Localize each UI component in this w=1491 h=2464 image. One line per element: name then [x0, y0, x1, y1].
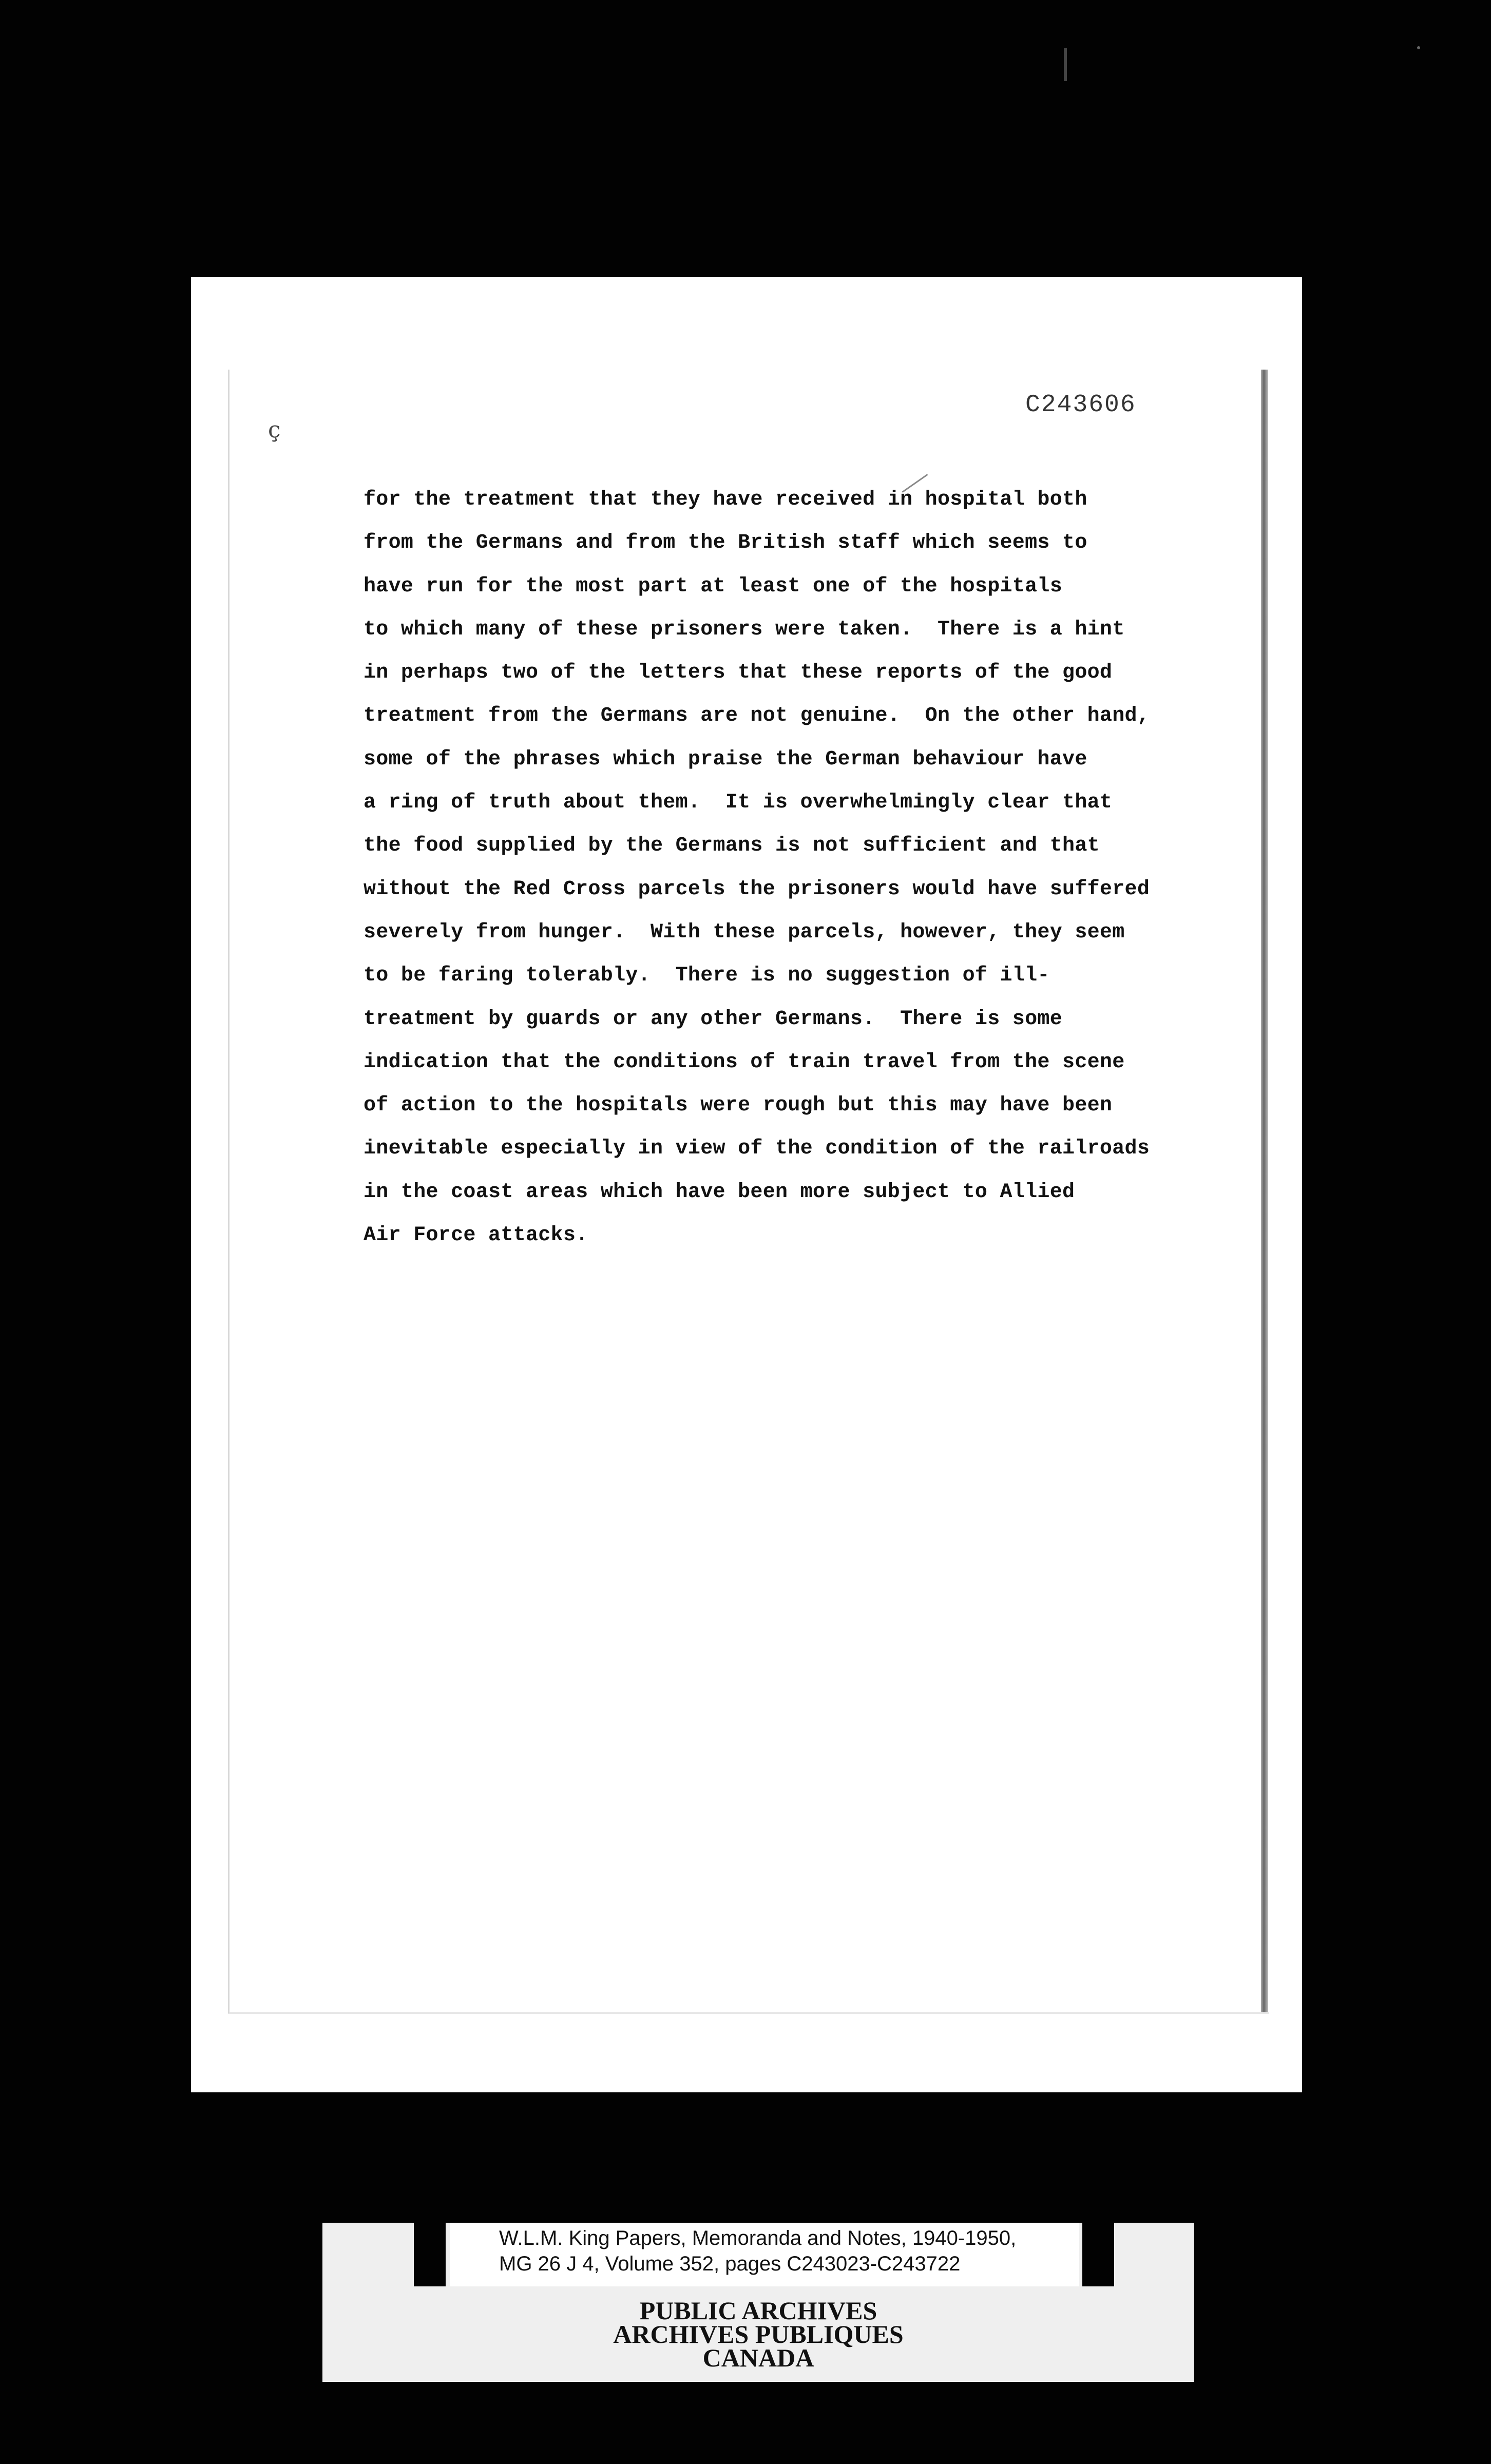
- margin-handwritten-mark: ç: [268, 417, 281, 443]
- film-dust-speck: [1417, 46, 1420, 49]
- text-line: of action to the hospitals were rough but this may have been: [364, 1094, 1113, 1118]
- text-line: without the Red Cross parcels the prisoners would have suffered: [364, 877, 1150, 901]
- citation-line-1: W.L.M. King Papers, Memoranda and Notes, 1940-1950,: [499, 2227, 1017, 2249]
- text-line: the food supplied by the Germans is not sufficient and that: [364, 834, 1100, 858]
- citation-box: [450, 2223, 1079, 2286]
- text-line: a ring of truth about them. It is overwhelmingly clear that: [364, 791, 1113, 815]
- text-line: in perhaps two of the letters that these reports of the good: [364, 661, 1113, 685]
- text-line: indication that the conditions of train travel from the scene: [364, 1050, 1125, 1074]
- citation-line-2: MG 26 J 4, Volume 352, pages C243023-C243722: [499, 2253, 961, 2275]
- text-line: treatment by guards or any other Germans. There is some: [364, 1007, 1063, 1031]
- text-line: to which many of these prisoners were taken. There is a hint: [364, 618, 1125, 641]
- document-number-stamp: C243606: [1025, 391, 1136, 419]
- text-line: in the coast areas which have been more subject to Allied: [364, 1180, 1075, 1204]
- archive-name-english: PUBLIC ARCHIVES: [639, 2296, 877, 2325]
- text-line: have run for the most part at least one of the hospitals: [364, 574, 1063, 598]
- label-tab-right: [1082, 2223, 1114, 2286]
- text-line: severely from hunger. With these parcels, however, they seem: [364, 920, 1125, 944]
- text-line: to be faring tolerably. There is no suggestion of ill-: [364, 964, 1050, 988]
- film-scratch: [1064, 48, 1067, 81]
- text-line: inevitable especially in view of the condition of the railroads: [364, 1137, 1150, 1161]
- text-line: for the treatment that they have received in hospital both: [364, 488, 1087, 511]
- archive-name-french: ARCHIVES PUBLIQUES: [613, 2320, 904, 2348]
- text-line: some of the phrases which praise the German behaviour have: [364, 747, 1087, 771]
- text-line: treatment from the Germans are not genuine. On the other hand,: [364, 704, 1150, 728]
- archive-country: CANADA: [702, 2343, 814, 2372]
- label-tab-left: [414, 2223, 446, 2286]
- archive-label-strip: [322, 2223, 1194, 2382]
- document-page: [191, 277, 1302, 2092]
- text-line: from the Germans and from the British staff which seems to: [364, 531, 1087, 555]
- typed-body-text: [364, 478, 1267, 1257]
- text-line: Air Force attacks.: [364, 1224, 588, 1247]
